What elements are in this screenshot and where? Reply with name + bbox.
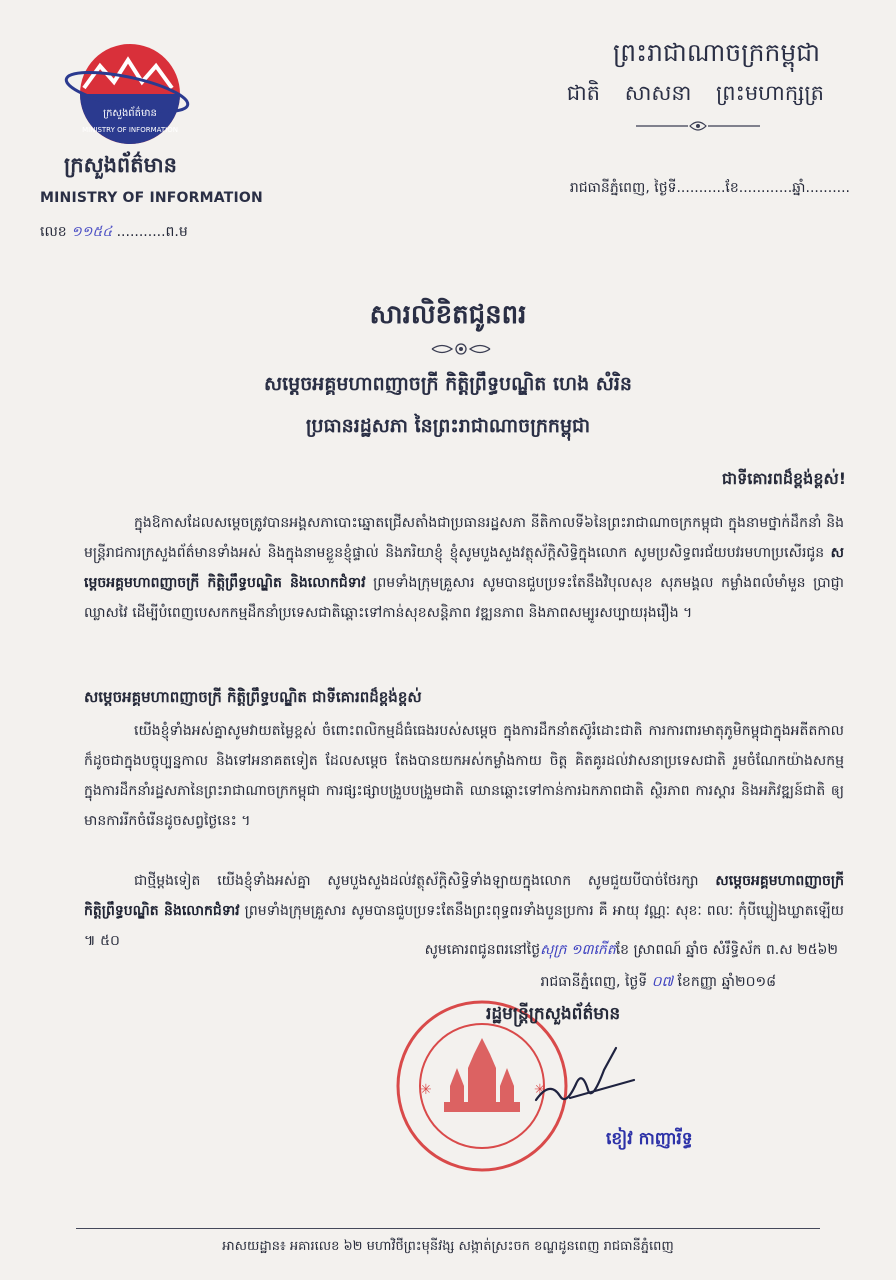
recipient-name: សម្តេចអគ្គមហាពញាចក្រី កិត្តិព្រឹទ្ធបណ្ឌិត ហេង សំរិន — [264, 373, 632, 395]
footer-address: អាសយដ្ឋាន៖ អគារលេខ ៦២ មហាវិថីព្រះមុនីវង្ស សង្កាត់ស្រះចក ខណ្ឌដូនពេញ រាជធានីភ្នំពេញ — [222, 1239, 674, 1254]
dateline: រាជធានីភ្នំពេញ, ថ្ងៃទី...........ខែ............ឆ្នាំ.......... — [569, 180, 850, 196]
salutation: ជាទីគោរពដ៏ខ្ពង់ខ្ពស់! — [721, 469, 846, 488]
place-date — [541, 972, 776, 993]
p2-text: យើងខ្ញុំទាំងអស់គ្នាសូមវាយតម្លៃខ្ពស់ ចំពោះពលិកម្មដ៏ធំធេងរបស់សម្តេច ក្នុងការដឹកនាំតស៊ូរំដោះជាតិ ការការពារមាតុភូមិកម្ពុជាក្នុងអតីតកាល ក៏ដូចជាក្នុងបច្ចុប្បន្នកាល និងទៅអនាគតទៀត ដែលសម្តេច តែងបានយកអស់កម្លាំងកាយ ចិត្ត គិតគូរដល់វាសនាប្រទេសជាតិ រួមចំណែកយ៉ាងសកម្ម ក្នុងការដឹកនាំរដ្ឋសភានៃព្រះរាជាណាចក្រកម្ពុជា ការផ្សះផ្សាបង្រួបបង្រួមជាតិ ឈានឆ្ពោះទៅកាន់ការឯកភាពជាតិ ស្ថិរភាព ការស្តារ និងអភិវឌ្ឍន៍ជាតិ ឲ្យមានការរីកចំរើនដូចសព្វថ្ងៃនេះ ។ — [84, 723, 844, 829]
p3-end: ព្រមទាំងក្រុមគ្រួសារ សូមបានជួបប្រទះតែនឹងព្រះពុទ្ធពរទាំងបួនប្រការ គឺ អាយុ វណ្ណៈ សុខៈ ពលៈ កុំបីឃ្លៀងឃ្លាតឡើយ ៕ ៥០ — [84, 903, 844, 949]
ministry-name-en: MINISTRY OF INFORMATION — [40, 190, 263, 206]
p1-text: ក្នុងឱកាសដែលសម្តេចត្រូវបានអង្គសភាបោះឆ្នោតជ្រើសតាំងជាប្រធានរដ្ឋសភា នីតិកាលទី៦នៃព្រះរាជាណាចក្រកម្ពុជា ក្នុងនាមថ្នាក់ដឹកនាំ និងមន្ត្រីរាជការក្រសួងព័ត៌មានទាំងអស់ និងក្នុងនាមខ្លួនខ្ញុំផ្ទាល់ និងភរិយាខ្ញុំ ខ្ញុំសូមបួងសួងវត្ថុស័ក្តិសិទ្ធិក្នុងលោក សូមប្រសិទ្ធពរជ័យបវរមហាប្រសើរជូន — [84, 515, 844, 561]
ref-number: ១១៥៤ — [71, 224, 113, 240]
logo-text-en: MINISTRY OF INFORMATION — [82, 126, 178, 134]
place-day: ០៧ — [651, 974, 674, 990]
place-prefix: រាជធានីភ្នំពេញ, ថ្ងៃទី — [540, 974, 648, 990]
paragraph-2 — [84, 716, 844, 836]
greeting-suffix: ខែ ស្រាពណ៍ ឆ្នាំច សំរឹទ្ធិស័ក ព.ស ២៥៦២ — [615, 942, 838, 958]
greeting-handwritten: សុក្រ ១៣កើត — [540, 942, 616, 958]
logo-text-kh: ក្រសួងព័ត៌មាន — [103, 108, 157, 119]
signer-title: រដ្ឋមន្ត្រីក្រសួងព័ត៌មាន — [486, 1004, 621, 1024]
section-heading: សម្តេចអគ្គមហាពញាចក្រី កិត្តិព្រឹទ្ធបណ្ឌិត ជាទីគោរពដ៏ខ្ពង់ខ្ពស់ — [84, 688, 422, 706]
recipient-title: ប្រធានរដ្ឋសភា នៃព្រះរាជាណាចក្រកម្ពុជា — [305, 415, 591, 437]
ornament-flourish — [428, 340, 494, 358]
greeting-date — [425, 940, 838, 961]
svg-text:✳: ✳ — [534, 1082, 546, 1098]
signer-name: ខៀវ កាញារីទ្ធ — [606, 1129, 693, 1149]
signature — [530, 1040, 640, 1120]
ornament-divider — [632, 118, 764, 134]
document-title: សារលិខិតជូនពរ — [369, 300, 527, 330]
greeting-prefix: សូមគោរពជូនពរនៅថ្ងៃ — [424, 942, 541, 958]
p1-bold: សម្តេចអគ្គមហាពញាចក្រី កិត្តិព្រឹទ្ធបណ្ឌិត និងលោកជំទាវ — [84, 545, 845, 591]
ref-suffix: ...........ព.ម — [116, 224, 188, 240]
national-motto: ជាតិ សាសនា ព្រះមហាក្សត្រ — [566, 81, 824, 105]
kingdom-title: ព្រះរាជាណាចក្រកម្ពុជា — [612, 38, 820, 67]
ministry-name-kh: ក្រសួងព័ត៌មាន — [64, 153, 177, 177]
ref-label: លេខ — [40, 224, 67, 240]
svg-text:✳: ✳ — [420, 1082, 432, 1098]
footer-divider — [76, 1228, 820, 1229]
p1-end: ព្រមទាំងក្រុមគ្រួសារ សូមបានជួបប្រទះតែនឹងវិបុលសុខ សុភមង្គល កម្លាំងពលំមាំមួន ប្រាជ្ញាឈ្លាសវៃ ដើម្បីបំពេញបេសកកម្មដឹកនាំប្រទេសជាតិឆ្ពោះទៅកាន់សុខសន្តិភាព វឌ្ឍនភាព និងភាពសម្បូរសប្បាយរុងរឿង ។ — [84, 575, 844, 621]
place-suffix: ខែកញ្ញា ឆ្នាំ២០១៨ — [677, 974, 776, 990]
p3-text: ជាថ្មីម្តងទៀត យើងខ្ញុំទាំងអស់គ្នា សូមបួងសួងដល់វត្ថុស័ក្តិសិទ្ធិទាំងឡាយក្នុងលោក សូមជួយបីបាច់ថែរក្សា — [134, 873, 699, 889]
reference-number — [40, 222, 188, 243]
paragraph-1 — [84, 508, 844, 628]
p3-bold: សម្តេចអគ្គមហាពញាចក្រីកិត្តិព្រឹទ្ធបណ្ឌិត និងលោកជំទាវ — [84, 873, 844, 919]
ministry-logo — [62, 36, 192, 151]
